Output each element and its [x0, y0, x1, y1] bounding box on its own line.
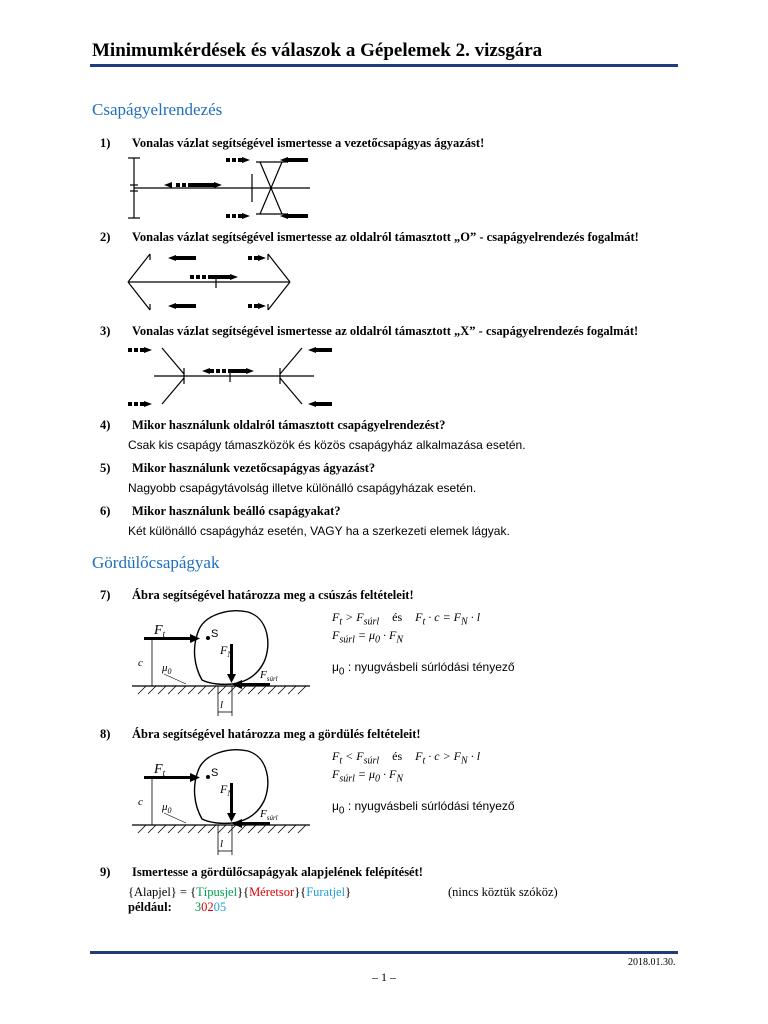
mu-note-gordules: $\mu_0$ : nyugvásbeli súrlódási tényező [332, 799, 515, 817]
label-ft: $F_t$ [154, 623, 166, 639]
section-title-gordulocsapagyak: Gördülőcsapágyak [92, 553, 220, 572]
question-text: Vonalas vázlat segítségével ismertesse a vezetőcsapágyas ágyazást! [132, 136, 485, 150]
label-s: S [211, 628, 219, 640]
figure-vezetocsapagyas [120, 152, 320, 224]
question-text: Mikor használunk vezetőcsapágyas ágyazást? [132, 461, 376, 475]
label-fsurl: $F_{súrl}$ [260, 808, 278, 822]
alapjel-formula: {Alapjel} = {Típusjel}{Méretsor}{Furatjel} [128, 885, 352, 899]
question-number: 7) [100, 588, 111, 602]
question-number: 5) [100, 461, 111, 475]
document-title: Minimumkérdések és válaszok a Gépelemek 2. vizsgára [92, 40, 543, 61]
figure-csuszas [132, 604, 312, 720]
section-title-csapagyelrendezes: Csapágyelrendezés [92, 100, 223, 119]
alapjel-note: (nincs köztük szóköz) [448, 885, 558, 899]
question-text: Mikor használunk beálló csapágyakat? [132, 504, 341, 518]
question-number: 2) [100, 230, 111, 244]
label-fn: $F_N$ [220, 782, 233, 798]
label-fn: $F_N$ [220, 643, 233, 659]
header-rule [90, 64, 678, 67]
formula-gordules-1: $F_t < F_{súrl}$ és $F_t \cdot c > F_N \cdot l$ [332, 749, 481, 767]
question-text: Ismertesse a gördülőcsapágyak alapjelének felépítését! [132, 865, 423, 879]
answer-text: Nagyobb csapágytávolság illetve különálló csapágyházak esetén. [128, 481, 477, 495]
label-ft: $F_t$ [154, 762, 166, 778]
label-mu0: $\mu_0$ [162, 801, 172, 815]
question-number: 9) [100, 865, 111, 879]
label-mu0: $\mu_0$ [162, 662, 172, 676]
page-number: – 1 – [372, 970, 396, 984]
label-l: l [220, 838, 224, 850]
mu-note-csuszas: $\mu_0$ : nyugvásbeli súrlódási tényező [332, 660, 515, 678]
question-text: Mikor használunk oldalról támasztott csapágyelrendezést? [132, 418, 446, 432]
figure-x-elrendezes [124, 340, 334, 412]
question-text: Ábra segítségével határozza meg a csúszás feltételeit! [132, 588, 414, 602]
formula-csuszas-2: $F_{súrl} = \mu_0 \cdot F_N$ [332, 628, 404, 646]
figure-o-elrendezes [120, 246, 300, 318]
question-text: Vonalas vázlat segítségével ismertesse az oldalról támasztott „O” - csapágyelrendezés fogalmát! [132, 230, 639, 244]
label-c: c [138, 796, 143, 808]
question-text: Vonalas vázlat segítségével ismertesse az oldalról támasztott „X” - csapágyelrendezés fogalmát! [132, 324, 639, 338]
question-number: 4) [100, 418, 111, 432]
formula-gordules-2: $F_{súrl} = \mu_0 \cdot F_N$ [332, 767, 404, 785]
question-number: 8) [100, 727, 111, 741]
example-row: például: 30205 [128, 900, 227, 914]
answer-text: Két különálló csapágyház esetén, VAGY ha a szerkezeti elemek lágyak. [128, 524, 510, 538]
label-fsurl: $F_{súrl}$ [260, 669, 278, 683]
figure-gordules [132, 743, 312, 859]
question-number: 1) [100, 136, 111, 150]
label-s: S [211, 767, 219, 779]
question-number: 6) [100, 504, 111, 518]
question-number: 3) [100, 324, 111, 338]
answer-text: Csak kis csapágy támaszközök és közös csapágyház alkalmazása esetén. [128, 438, 526, 452]
label-l: l [220, 699, 224, 711]
label-c: c [138, 657, 143, 669]
formula-csuszas-1: $F_t > F_{súrl}$ és $F_t \cdot c = F_N \cdot l$ [332, 610, 481, 628]
question-text: Ábra segítségével határozza meg a gördülés feltételeit! [132, 727, 421, 741]
footer-rule [90, 951, 678, 954]
footer-date: 2018.01.30. [628, 957, 676, 968]
